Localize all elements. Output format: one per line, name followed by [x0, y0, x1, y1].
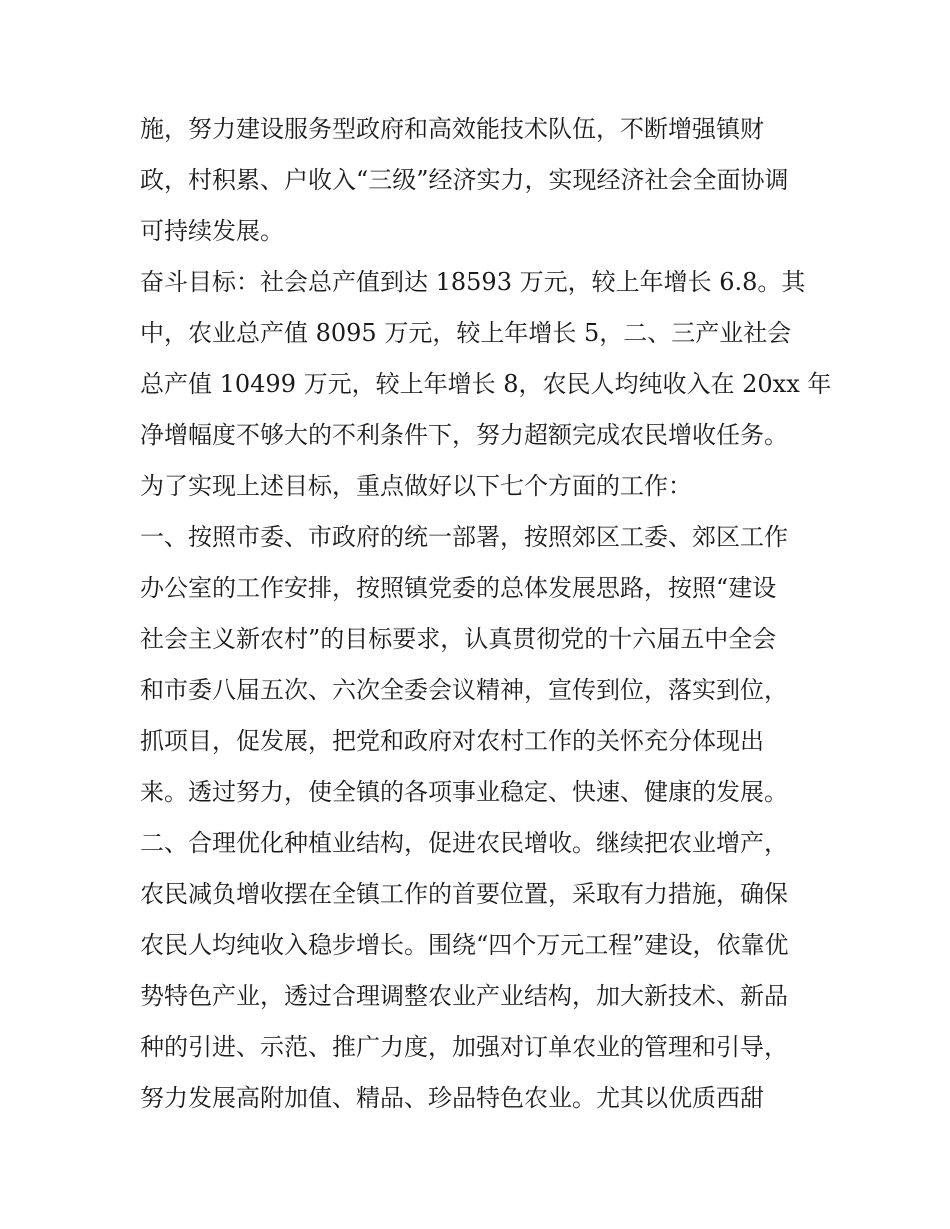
text-line: 可持续发展。	[140, 217, 284, 245]
text-line: 二、合理优化种植业结构，促进农民增收。继续把农业增产，	[140, 829, 788, 857]
text-line: 一、按照市委、市政府的统一部署，按照郊区工委、郊区工作	[140, 523, 788, 551]
text-line: 办公室的工作安排，按照镇党委的总体发展思路，按照“建设	[140, 574, 777, 602]
text-line: 农民人均纯收入稳步增长。围绕“四个万元工程”建设，依靠优	[140, 931, 789, 959]
text-line: 势特色产业，透过合理调整农业产业结构，加大新技术、新品	[140, 982, 788, 1010]
text-line: 中，农业总产值 8095 万元，较上年增长 5，二、三产业社会	[140, 319, 792, 347]
text-line: 努力发展高附加值、精品、珍品特色农业。尤其以优质西甜	[140, 1084, 764, 1112]
text-line: 农民减负增收摆在全镇工作的首要位置，采取有力措施，确保	[140, 880, 788, 908]
text-line: 施，努力建设服务型政府和高效能技术队伍，不断增强镇财	[140, 115, 764, 143]
text-line: 政，村积累、户收入“三级”经济实力，实现经济社会全面协调	[140, 166, 789, 194]
text-line: 种的引进、示范、推广力度，加强对订单农业的管理和引导，	[140, 1033, 788, 1061]
text-line: 为了实现上述目标，重点做好以下七个方面的工作：	[140, 472, 692, 500]
text-line: 社会主义新农村”的目标要求，认真贯彻党的十六届五中全会	[140, 625, 777, 653]
text-line: 和市委八届五次、六次全委会议精神，宣传到位，落实到位，	[140, 676, 788, 704]
text-line: 奋斗目标：社会总产值到达 18593 万元，较上年增长 6.8。其	[140, 268, 806, 296]
body-text	[140, 104, 832, 1124]
text-line: 抓项目，促发展，把党和政府对农村工作的关怀充分体现出	[140, 727, 764, 755]
text-line: 总产值 10499 万元，较上年增长 8，农民人均纯收入在 20xx 年	[140, 370, 832, 398]
text-line: 净增幅度不够大的不利条件下，努力超额完成农民增收任务。	[140, 421, 788, 449]
text-line: 来。透过努力，使全镇的各项事业稳定、快速、健康的发展。	[140, 778, 788, 806]
